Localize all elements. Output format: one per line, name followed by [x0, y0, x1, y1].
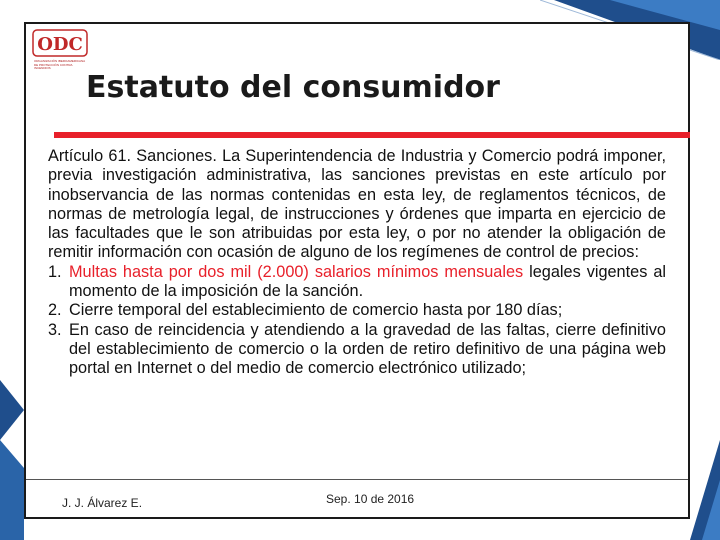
corner-decoration-bottom-right: [690, 440, 720, 540]
list-item-number: 3.: [48, 320, 62, 339]
list-item-text: [69, 263, 666, 302]
list-item-rest: legales vigentes al momento de la imposición de la sanción.: [69, 262, 666, 301]
list-item: [48, 301, 666, 320]
logo-caption: ORGANIZACIÓN IBEROAMERICANA DE PROTECCIÓN CONTRA INCENDIOS: [34, 59, 86, 71]
footer-divider: [26, 479, 688, 480]
list-item-text: [69, 301, 666, 320]
list-item-highlight: Multas hasta por dos mil (2.000) salarios mínimos mensuales: [69, 262, 524, 281]
side-decoration-left: [0, 300, 24, 540]
footer-author: J. J. Álvarez E.: [62, 496, 143, 510]
list-item: [48, 321, 666, 379]
footer-date: Sep. 10 de 2016: [326, 492, 415, 506]
list-item: [48, 263, 666, 302]
logo-mark-text: ODC: [37, 34, 83, 55]
slide: [24, 22, 690, 519]
article-body: [48, 147, 666, 379]
article-intro: Artículo 61. Sanciones. La Superintendencia de Industria y Comercio podrá imponer, previa investigación administrativa, las sanciones previstas en este artículo por inobservancia de las normas contenidas en esta ley, de reglamentos técnicos, de normas de metrología legal, de instrucciones y órdenes que imparta en ejercicio de las facultades que le son atribuidas por esta ley, o por no atender la obligación de remitir información con ocasión de alguno de los regímenes de control de precios:: [48, 147, 666, 262]
title-divider: [54, 132, 690, 138]
list-item-number: 1.: [48, 262, 62, 281]
list-item-rest: En caso de reincidencia y atendiendo a la gravedad de las faltas, cierre definitivo del establecimiento de comercio o la orden de retiro definitivo de una página web portal en Internet o del medio de comercio electrónico utilizado;: [69, 320, 666, 378]
organization-logo: [32, 28, 88, 74]
list-item-number: 2.: [48, 301, 62, 320]
slide-title: Estatuto del consumidor: [86, 70, 500, 105]
logo-mark-icon: [32, 28, 88, 58]
list-item-text: [69, 321, 666, 379]
list-item-rest: Cierre temporal del establecimiento de comercio hasta por 180 días;: [69, 301, 563, 320]
